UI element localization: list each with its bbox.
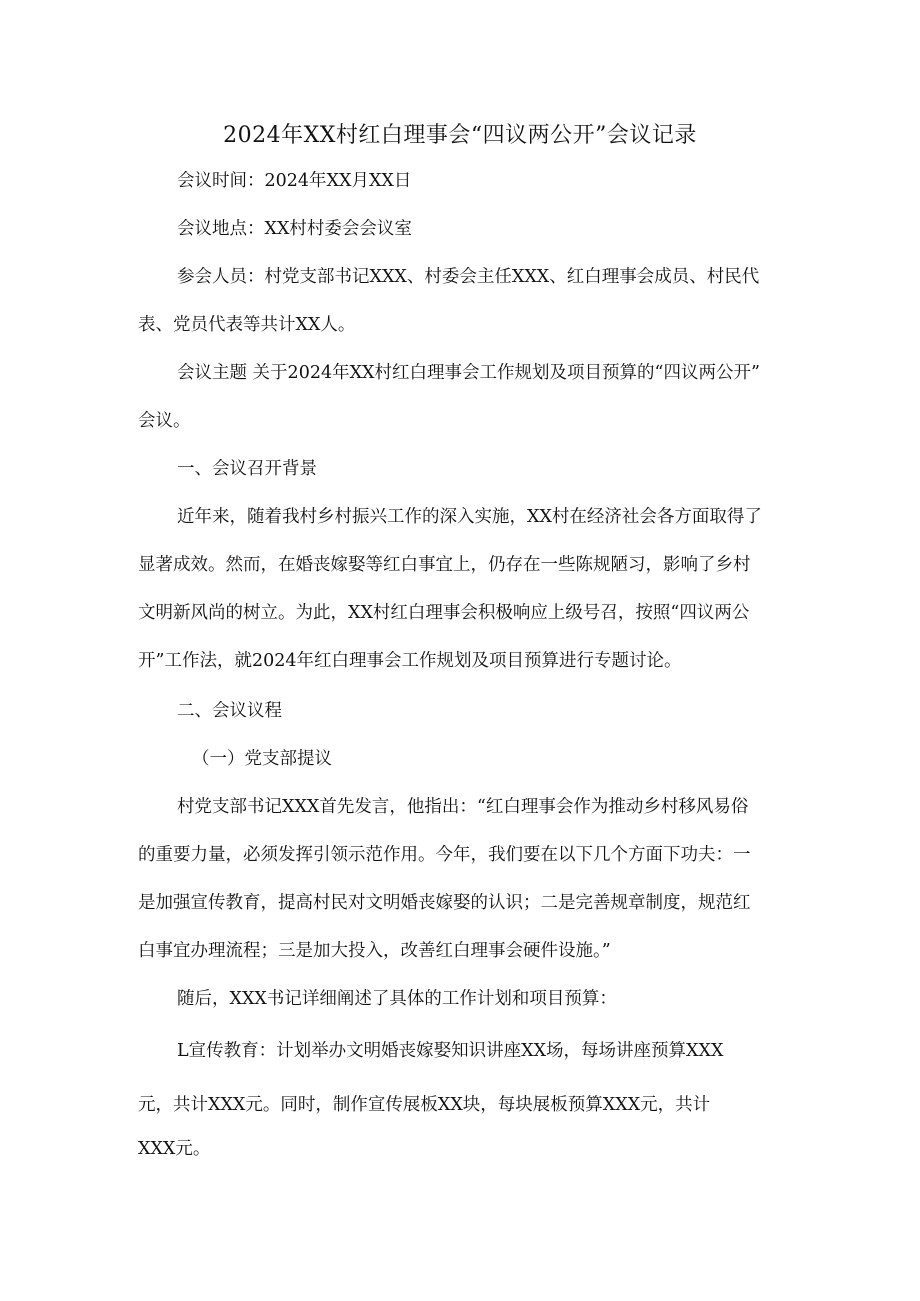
proposal-line-4: 白事宜办理流程；三是加大投入，改善红白理事会硬件设施。”	[138, 941, 611, 961]
document-title: 2024年XX村红白理事会“四议两公开”会议记录	[223, 123, 697, 148]
section-heading-agenda: 二、会议议程	[177, 701, 282, 721]
background-line-1: 近年来，随着我村乡村振兴工作的深入实施，XX村在经济社会各方面取得了	[177, 507, 762, 527]
publicity-item-line-3: XXX元。	[138, 1139, 211, 1159]
attendees-line-2: 表、党员代表等共计XX人。	[138, 315, 356, 335]
subsection-heading-proposal: （一）党支部提议	[192, 749, 332, 769]
proposal-line-2: 的重要力量，必须发挥引领示范作用。今年，我们要在以下几个方面下功夫：一	[138, 845, 751, 865]
meeting-topic-line-2: 会议。	[138, 411, 191, 431]
background-line-3: 文明新风尚的树立。为此，XX村红白理事会积极响应上级号召，按照“四议两公	[138, 603, 750, 623]
proposal-line-1: 村党支部书记XXX首先发言，他指出：“红白理事会作为推动乡村移风易俗	[177, 797, 749, 817]
attendees-line-1: 参会人员：村党支部书记XXX、村委会主任XXX、红白理事会成员、村民代	[177, 267, 760, 287]
meeting-topic-line-1: 会议主题 关于2024年XX村红白理事会工作规划及项目预算的“四议两公开”	[177, 363, 760, 383]
background-line-2: 显著成效。然而，在婚丧嫁娶等红白事宜上，仍存在一些陈规陋习，影响了乡村	[138, 555, 751, 575]
section-heading-background: 一、会议召开背景	[177, 459, 317, 479]
meeting-location-line: 会议地点：XX村村委会会议室	[177, 219, 412, 239]
publicity-item-line-1: L宣传教育：计划举办文明婚丧嫁娶知识讲座XX场，每场讲座预算XXX	[177, 1041, 724, 1061]
plan-intro-line: 随后，XXX书记详细阐述了具体的工作计划和项目预算：	[177, 989, 617, 1009]
meeting-time-line: 会议时间：2024年XX月XX日	[177, 171, 412, 191]
publicity-item-line-2: 元，共计XXX元。同时，制作宣传展板XX块，每块展板预算XXX元，共计	[138, 1095, 711, 1115]
background-line-4: 开”工作法，就2024年红白理事会工作规划及项目预算进行专题讨论。	[138, 651, 682, 671]
proposal-line-3: 是加强宣传教育，提高村民对文明婚丧嫁娶的认识；二是完善规章制度，规范红	[138, 893, 751, 913]
